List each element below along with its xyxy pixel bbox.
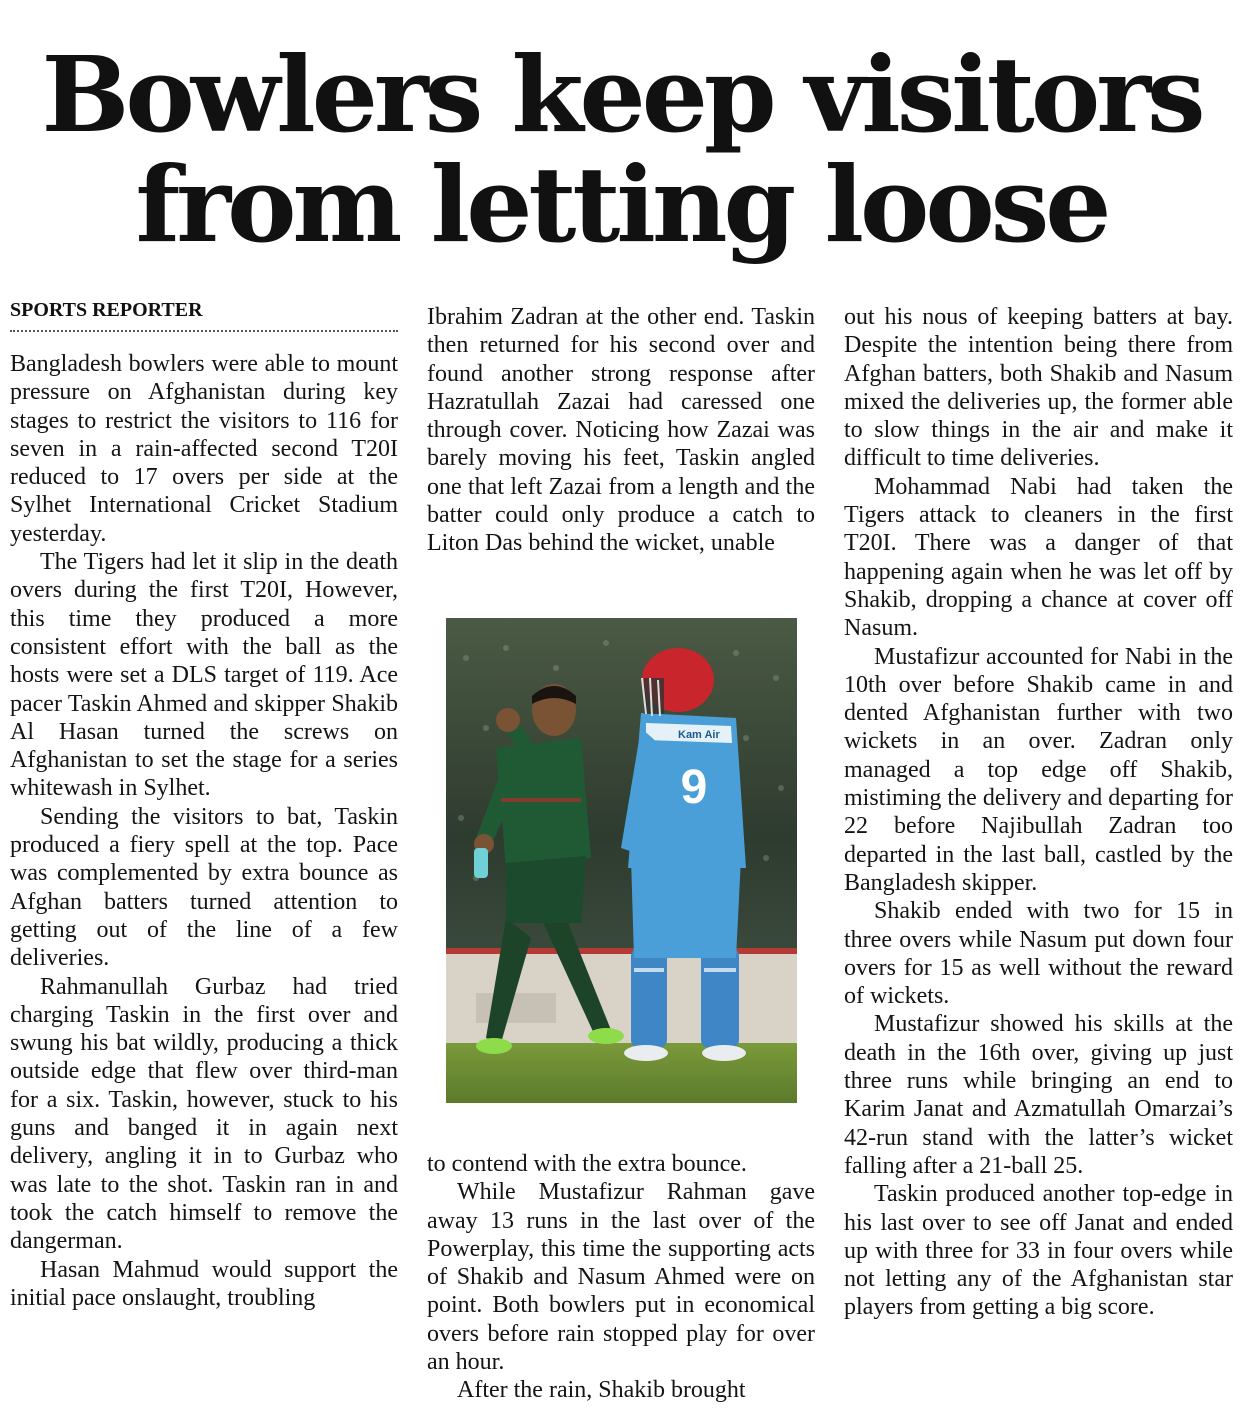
paragraph: While Mustafizur Rahman gave away 13 runs in the last over of the Powerplay, this time the supporting acts of Shakib and Nasum Ahmed were on point. Both bowlers put in economical overs before rain stopped play for over an hour. <box>427 1179 815 1376</box>
paragraph: Mustafizur showed his skills at the death in the 16th over, giving up just three runs while bringing an end to Karim Janat and Azmatullah Omarzai’s 42-run stand with the latter’s wicket falling after a 21-ball 25. <box>844 1011 1233 1179</box>
sponsor-text: Kam Air <box>678 729 720 741</box>
jersey-number: 9 <box>680 761 708 814</box>
paragraph: After the rain, Shakib brought <box>457 1377 746 1404</box>
headline-line-2: from letting loose <box>135 143 1108 266</box>
paragraph: Mohammad Nabi had taken the Tigers attack to cleaners in the first T20I. There was a danger of that happening again when he was let off by Shakib, dropping a chance at cover off Nasum. <box>844 473 1233 642</box>
paragraph: Mustafizur accounted for Nabi in the 10th over before Shakib came in and dented Afghanistan further with two wickets in an over. Zadran only managed a top edge off Shakib, mistiming the delivery and departing for 22 before Najibullah Zadran too departed in the last ball, castled by the Bangladesh skipper. <box>844 643 1233 896</box>
paragraph: Hasan Mahmud would support the initial pace onslaught, troubling <box>10 1256 398 1311</box>
article-column-1 <box>10 350 398 1312</box>
paragraph: Ibrahim Zadran at the other end. Taskin then returned for his second over and found another strong response after Hazratullah Zazai had caressed one through cover. Noticing how Zazai was barely moving his feet, Taskin angled one that left Zazai from a length and the batter could only produce a catch to Liton Das behind the wicket, unable <box>427 304 815 557</box>
article-column-2-bottom <box>427 1150 815 1405</box>
article-column-3 <box>844 303 1233 1322</box>
headline-line-1: Bowlers keep visitors <box>41 33 1202 156</box>
match-photo <box>446 618 797 1103</box>
byline: SPORTS REPORTER <box>10 298 398 332</box>
paragraph: to contend with the extra bounce. <box>427 1151 747 1177</box>
headline <box>0 33 1243 266</box>
paragraph: The Tigers had let it slip in the death overs during the first T20I, However, this time they produced a more consistent effort with the ball as the hosts were set a DLS target of 119. Ace pacer Taskin Ahmed and skipper Shakib Al Hasan turned the screws on Afghanistan to set the stage for a series whitewash in Sylhet. <box>10 549 398 802</box>
paragraph: Bangladesh bowlers were able to mount pressure on Afghanistan during key stages to restrict the visitors to 116 for seven in a rain-affected second T20I reduced to 17 overs per side at the Sylhet International Cricket Stadium yesterday. <box>10 351 398 547</box>
article-column-2-top <box>427 303 815 558</box>
paragraph: Taskin produced another top-edge in his last over to see off Janat and ended up with three for 33 in four overs while not letting any of the Afghanistan star players from getting a big score. <box>844 1181 1233 1321</box>
paragraph: Sending the visitors to bat, Taskin produced a fiery spell at the top. Pace was complemented by extra bounce as Afghan batters turned attention to getting out of the line of a few deliveries. <box>10 803 398 972</box>
paragraph: Rahmanullah Gurbaz had tried charging Taskin in the first over and swung his bat wildly, producing a thick outside edge that flew over third-man for a six. Taskin, however, stuck to his guns and banged it in again next delivery, angling it in to Gurbaz who was late to the shot. Taskin ran in and took the catch himself to remove the dangerman. <box>10 973 398 1255</box>
paragraph: out his nous of keeping batters at bay. Despite the intention being there from Afghan batters, both Shakib and Nasum mixed the deliveries up, the former able to slow things in the air and make it difficult to time deliveries. <box>844 304 1233 472</box>
paragraph: Shakib ended with two for 15 in three overs while Nasum put down four overs for 15 as well without the reward of wickets. <box>844 898 1233 1010</box>
